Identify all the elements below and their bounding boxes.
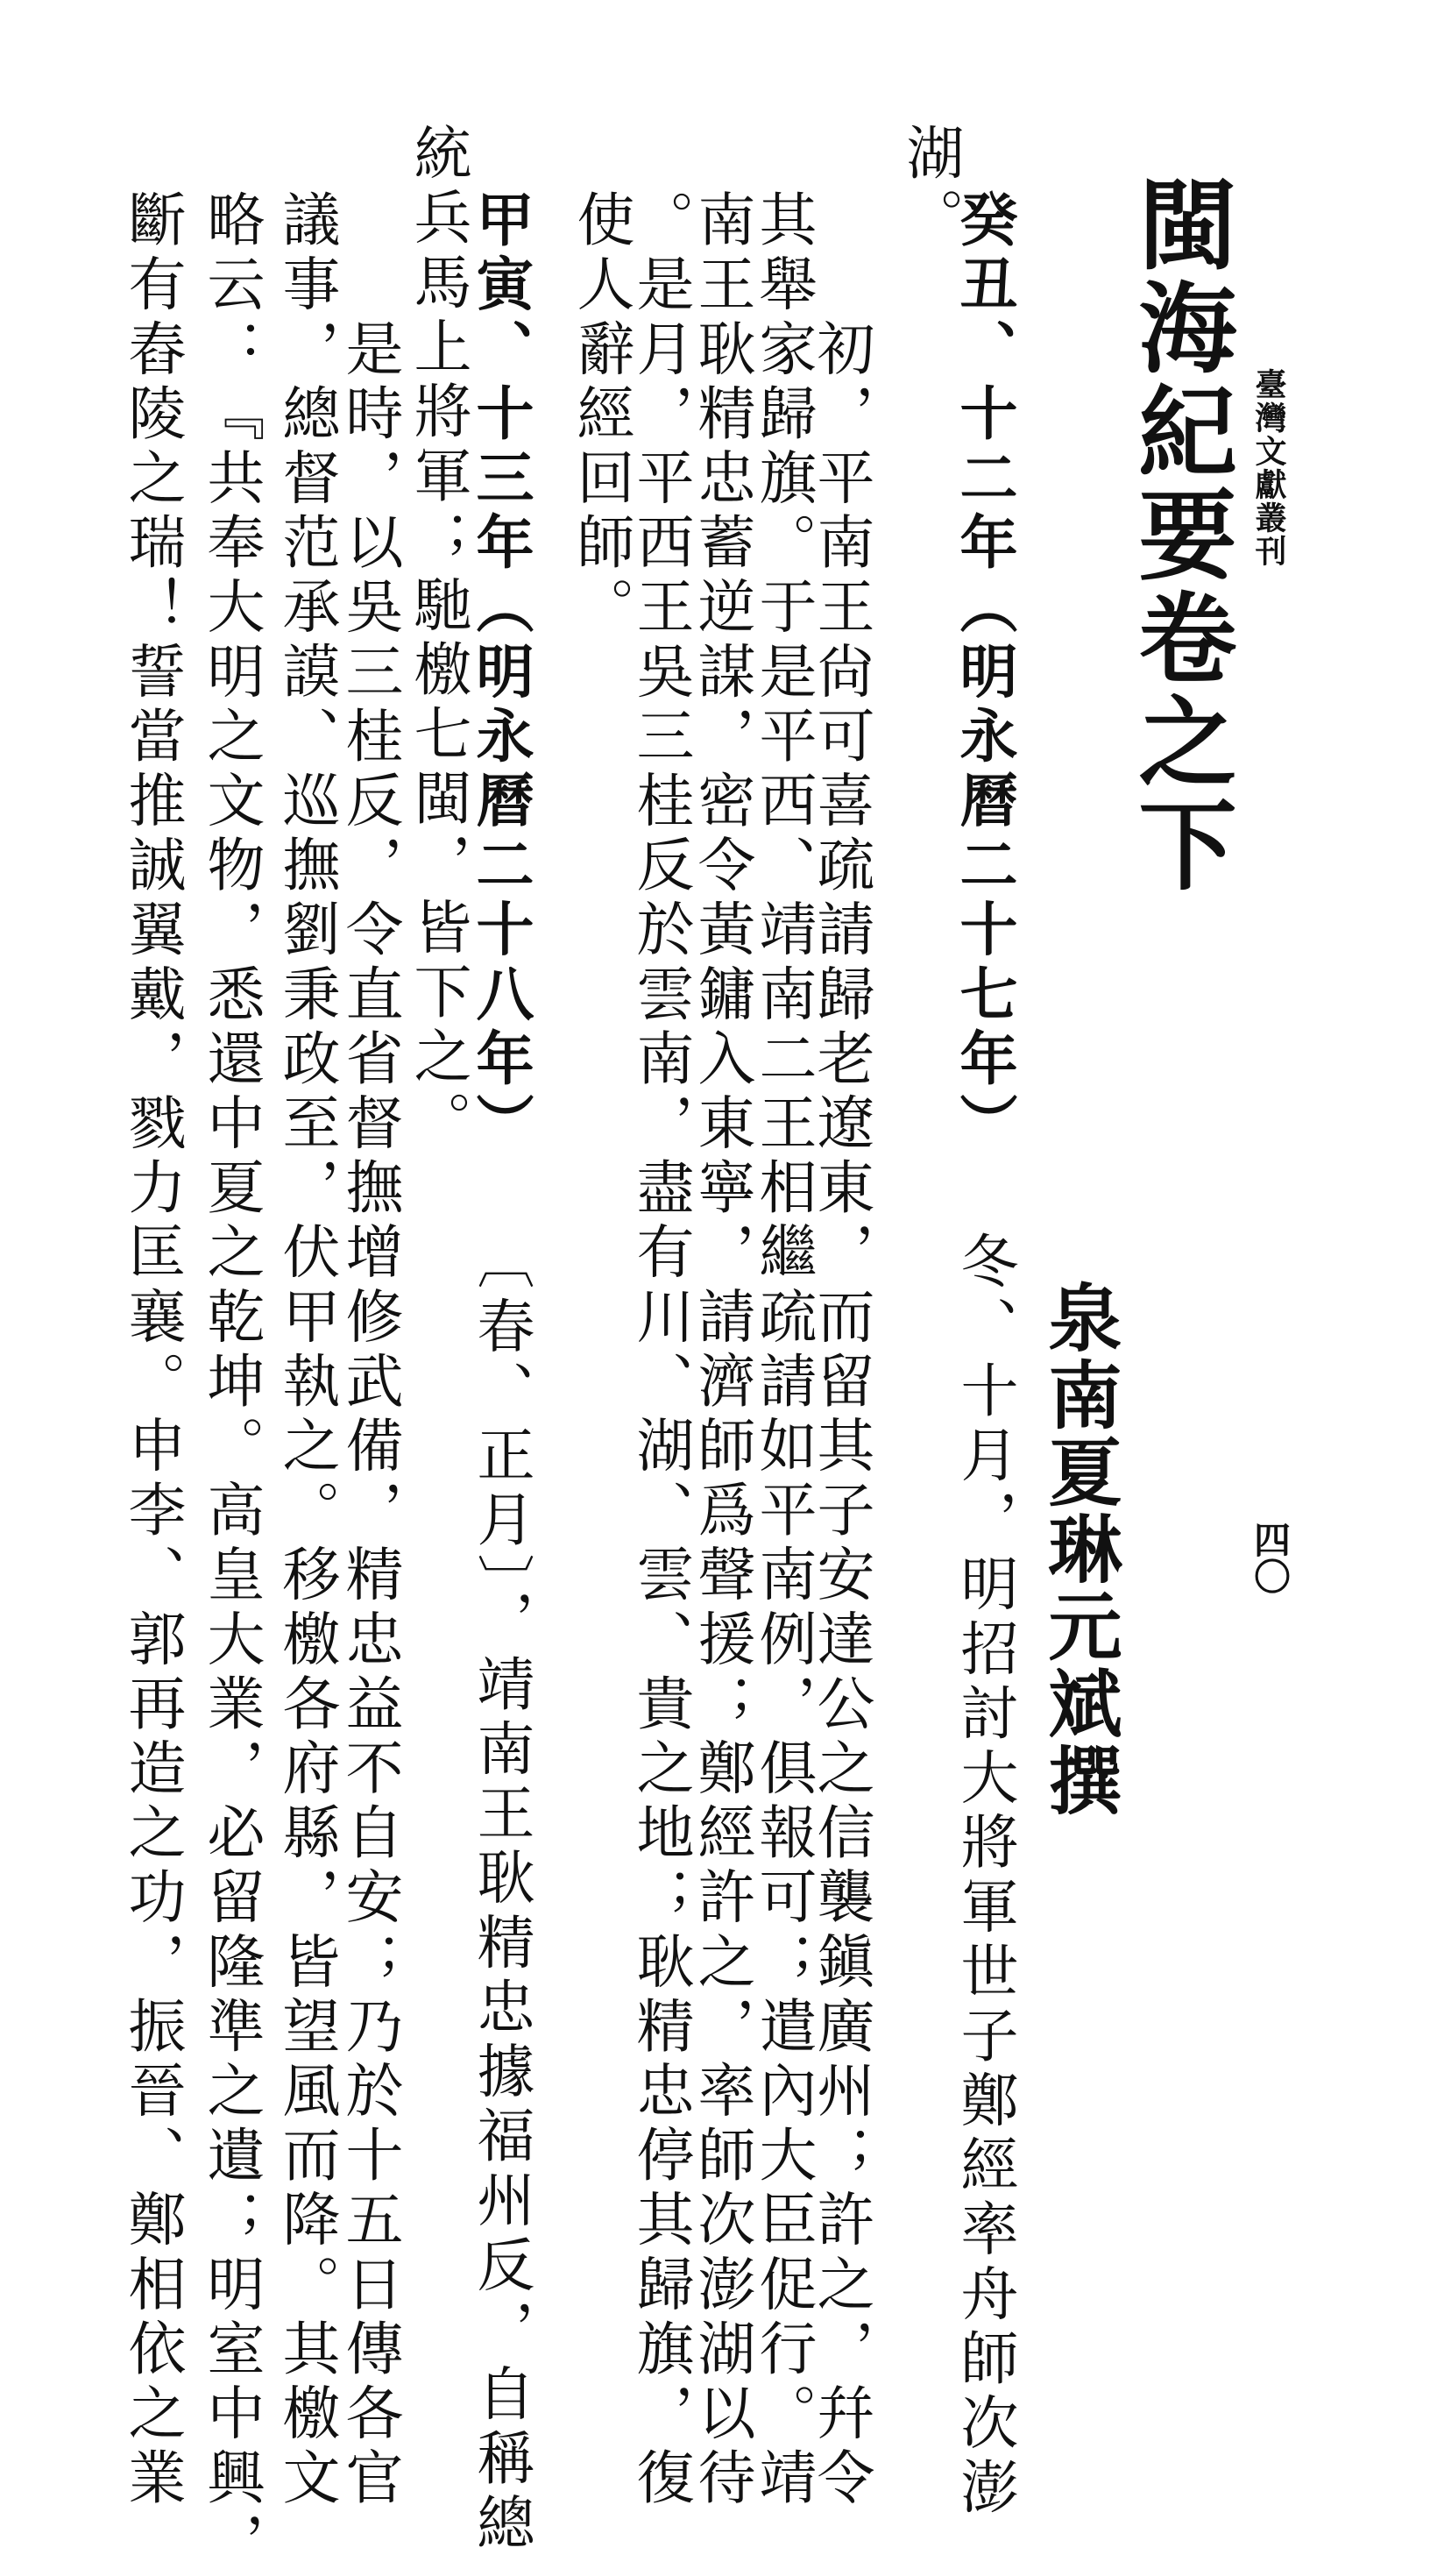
text-column — [749, 189, 817, 2512]
column-text: 冬、十月，明招討大將軍世子鄭經率舟師次澎 — [951, 1231, 1018, 2522]
author-line: 泉南夏琳元斌撰 — [1037, 1280, 1123, 1820]
text-column — [807, 189, 874, 2512]
column-text: 〔春、正月〕，靖南王耿精忠據福州反，自稱總 — [467, 1231, 534, 2558]
column-text: 略云：『共奉大明之文物，悉還中夏之乾坤。高皇大業，必留隆準之遺；明室中興， — [197, 189, 265, 2576]
column-text: 議事，總督范承謨、巡撫劉秉政至，伏甲執之。移檄各府縣，皆望風而降。其檄文 — [273, 189, 340, 2512]
text-column — [336, 189, 403, 2512]
year-heading: 癸丑、十二年（明永曆二十七年） — [950, 189, 1018, 1157]
column-text: 初，平南王尙可喜疏請歸老遼東，而留其子安達公之信襲鎭廣州；許之，幷令 — [807, 189, 874, 2512]
running-header: 臺灣文獻叢刊 — [1250, 368, 1287, 568]
column-text: 統兵馬上將軍；馳檄七閩，皆下之。 — [404, 123, 471, 1155]
text-column — [118, 189, 186, 2512]
page-number: 四〇 — [1249, 1521, 1292, 1594]
column-text: 是時，以吳三桂反，令直省督撫增修武備，精忠益不自安；乃於十五日傳各官 — [336, 189, 403, 2512]
column-text: 湖。 — [896, 123, 964, 252]
text-column — [404, 123, 471, 1155]
text-column — [950, 189, 1018, 2522]
column-text: 斷有舂陵之瑞！誓當推誠翼戴，戮力匡襄。申李、郭再造之功，振晉、鄭相依之業 — [118, 189, 186, 2512]
column-text: 其舉家歸旗。于是平西、靖南二王相繼疏請如平南例，俱報可；遣內大臣促行。靖 — [749, 189, 817, 2512]
chapter-title: 閩海紀要卷之下 — [1122, 174, 1237, 898]
column-text: 使人辭經回師。 — [567, 189, 634, 642]
text-column — [273, 189, 340, 2512]
text-column — [567, 189, 634, 642]
column-text: 。是月，平西王吳三桂反於雲南，盡有川、湖、雲、貴之地；耿精忠停其歸旗，復 — [627, 189, 694, 2512]
column-text: 南王耿精忠蓄逆謀，密令黃鏞入東寧，請濟師爲聲援；鄭經許之，率師次澎湖以待 — [688, 189, 755, 2512]
text-column — [197, 189, 265, 2576]
text-column — [466, 189, 534, 2558]
text-column — [627, 189, 694, 2512]
year-heading: 甲寅、十三年（明永曆二十八年） — [466, 189, 534, 1157]
text-column — [688, 189, 755, 2512]
